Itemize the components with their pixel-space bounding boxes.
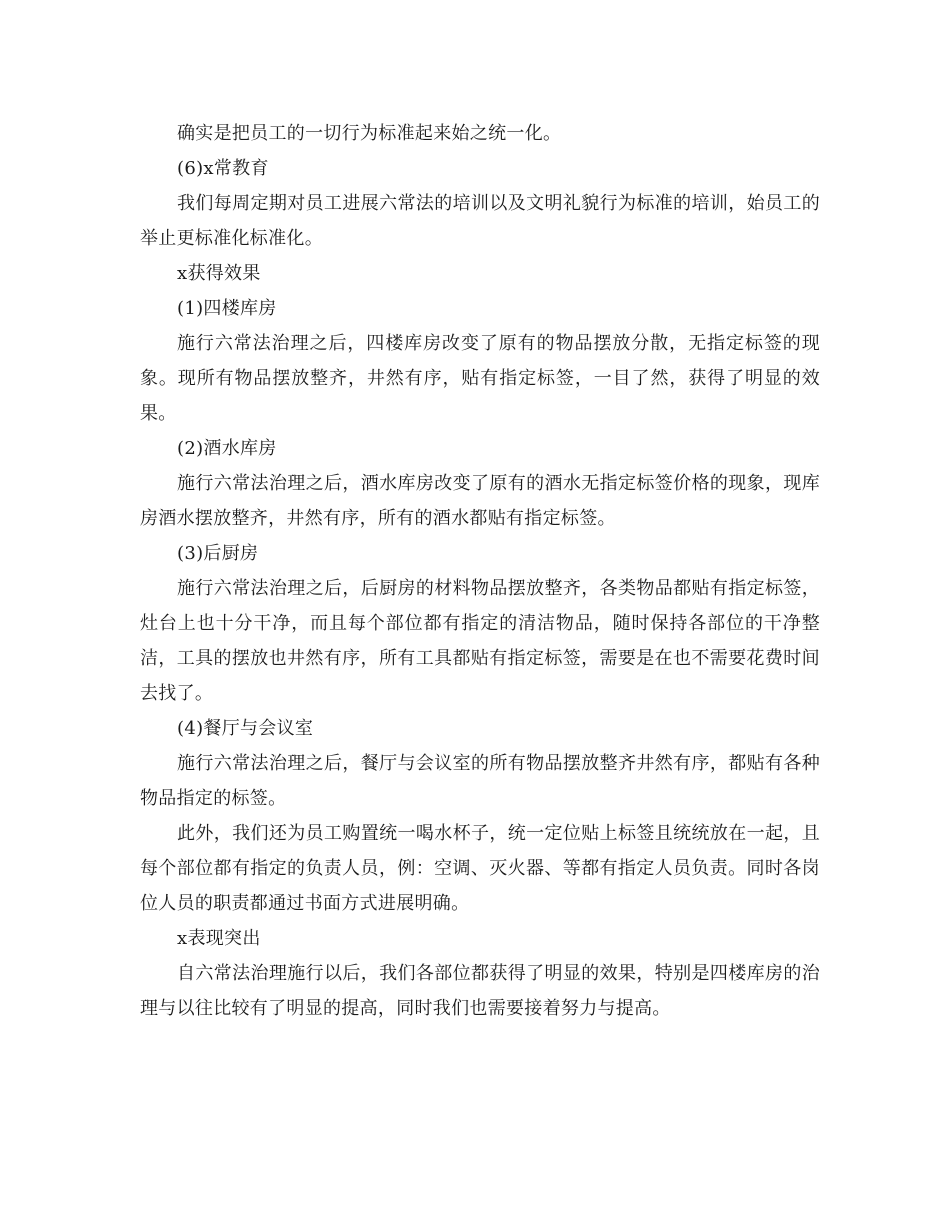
heading-beverage-storage: (2)酒水库房: [177, 438, 277, 459]
paragraph-beverage-storage: 施行六常法治理之后，酒水库房改变了原有的酒水无指定标签价格的现象，现库房酒水摆放整齐，井然有序，所有的酒水都贴有指定标签。: [140, 473, 820, 529]
document-body: [140, 116, 820, 1026]
paragraph-additional-measures: 此外，我们还为员工购置统一喝水杯子，统一定位贴上标签且统统放在一起，且每个部位都有指定的负责人员，例：空调、灭火器、等都有指定人员负责。同时各岗位人员的职责都通过书面方式进展明确。: [140, 823, 820, 914]
paragraph-education: 我们每周定期对员工进展六常法的培训以及文明礼貌行为标准的培训，始员工的举止更标准化标准化。: [140, 193, 820, 249]
heading-outstanding-performance: x表现突出: [177, 928, 261, 949]
paragraph-outstanding-performance: 自六常法治理施行以后，我们各部位都获得了明显的效果，特别是四楼库房的治理与以往比较有了明显的提高，同时我们也需要接着努力与提高。: [140, 963, 820, 1019]
paragraph-fourth-floor-storage: 施行六常法治理之后，四楼库房改变了原有的物品摆放分散，无指定标签的现象。现所有物品摆放整齐，井然有序，贴有指定标签，一目了然，获得了明显的效果。: [140, 333, 820, 424]
heading-back-kitchen: (3)后厨房: [177, 543, 259, 564]
heading-fourth-floor-storage: (1)四楼库房: [177, 298, 277, 319]
paragraph-back-kitchen: 施行六常法治理之后，后厨房的材料物品摆放整齐，各类物品都贴有指定标签，灶台上也十分干净，而且每个部位都有指定的清洁物品，随时保持各部位的干净整洁，工具的摆放也井然有序，所有工具都贴有指定标签，需要是在也不需要花费时间去找了。: [140, 578, 820, 704]
heading-education: (6)x常教育: [177, 158, 269, 179]
heading-results: x获得效果: [177, 263, 261, 284]
heading-dining-meeting-room: (4)餐厅与会议室: [177, 718, 314, 739]
paragraph-intro-continuation: 确实是把员工的一切行为标准起来始之统一化。: [177, 123, 562, 144]
paragraph-dining-meeting-room: 施行六常法治理之后，餐厅与会议室的所有物品摆放整齐井然有序，都贴有各种物品指定的标签。: [140, 753, 820, 809]
